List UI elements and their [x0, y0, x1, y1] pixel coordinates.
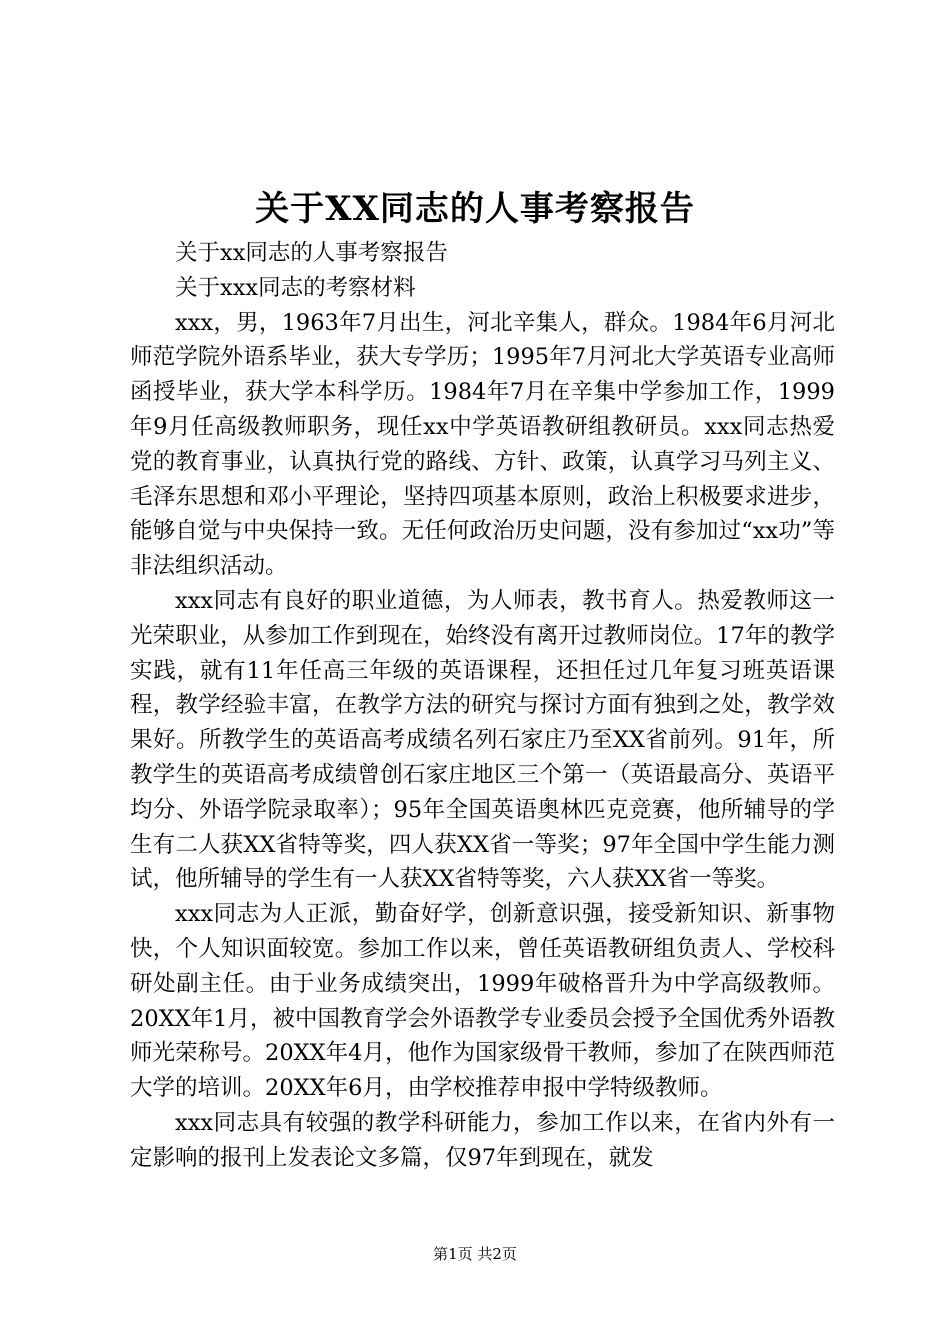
body-paragraph: xxx同志为人正派，勤奋好学，创新意识强，接受新知识、新事物快，个人知识面较宽。参加工作以来，曾任英语教研组负责人、学校科研处副主任。由于业务成绩突出，1999年破格晋升为中学高级教师。20XX年1月，被中国教育学会外语教学专业委员会授予全国优秀外语教师光荣称号。20XX年4月，他作为国家级骨干教师，参加了在陕西师范大学的培训。20XX年6月，由学校推荐申报中学特级教师。 — [130, 901, 835, 1102]
subtitle-line: 关于xxx同志的考察材料 — [175, 274, 416, 301]
body-paragraph: xxx同志具有较强的教学科研能力，参加工作以来，在省内外有一定影响的报刊上发表论文多篇，仅97年到现在，就发 — [130, 1109, 835, 1171]
document-body — [130, 236, 835, 1176]
body-paragraph: xxx，男，1963年7月出生，河北辛集人，群众。1984年6月河北师范学院外语系毕业，获大专学历；1995年7月河北大学英语专业高师函授毕业，获大学本科学历。1984年7月在辛集中学参加工作，1999年9月任高级教师职务，现任xx中学英语教研组教研员。xxx同志热爱党的教育事业，认真执行党的路线、方针、政策，认真学习马列主义、毛泽东思想和邓小平理论，坚持四项基本原则，政治上积极要求进步，能够自觉与中央保持一致。无任何政治历史问题，没有参加过“xx功”等非法组织活动。 — [130, 309, 835, 580]
subtitle-line: 关于xx同志的人事考察报告 — [175, 240, 448, 266]
document-title: 关于XX同志的人事考察报告 — [255, 189, 695, 229]
body-paragraph: xxx同志有良好的职业道德，为人师表，教书育人。热爱教师这一光荣职业，从参加工作到现在，始终没有离开过教师岗位。17年的教学实践，就有11年任高三年级的英语课程，还担任过几年复习班英语课程，教学经验丰富，在教学方法的研究与探讨方面有独到之处，教学效果好。所教学生的英语高考成绩名列石家庄乃至XX省前列。91年，所教学生的英语高考成绩曾创石家庄地区三个第一（英语最高分、英语平均分、外语学院录取率）；95年全国英语奥林匹克竞赛，他所辅导的学生有二人获XX省特等奖，四人获XX省一等奖；97年全国中学生能力测试，他所辅导的学生有一人获XX省特等奖，六人获XX省一等奖。 — [130, 587, 835, 893]
page-number-footer: 第1页 共2页 — [433, 1245, 517, 1263]
